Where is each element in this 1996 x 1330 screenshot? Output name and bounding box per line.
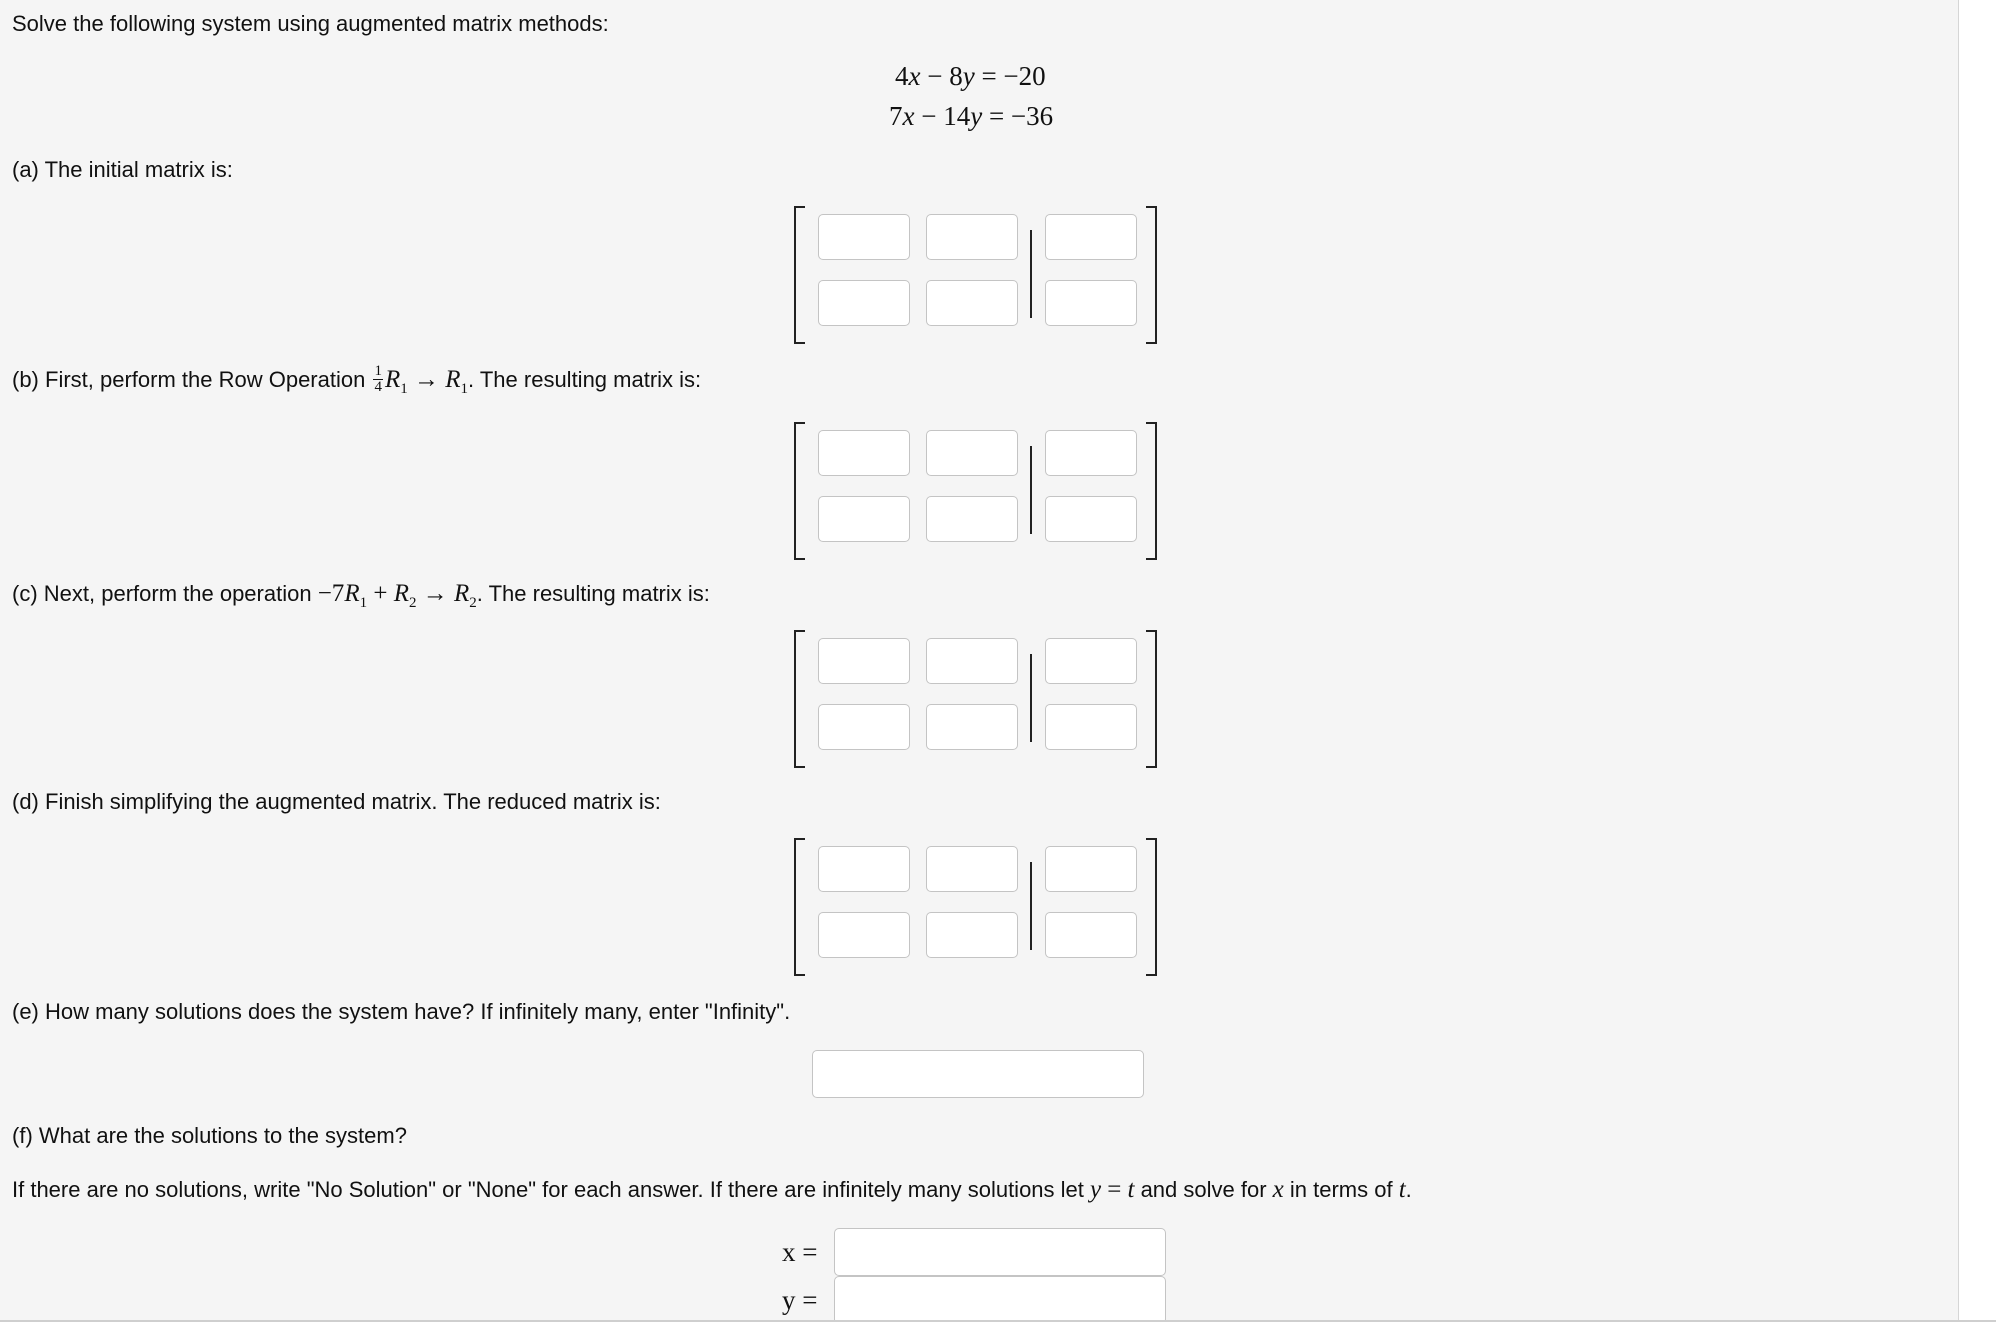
part-e-label: (e) How many solutions does the system have? If infinitely many, enter "Infinity". [12, 999, 791, 1024]
part-c-suffix: . The resulting matrix is: [476, 581, 710, 606]
matrix-left-bracket [794, 206, 805, 344]
augment-divider [1030, 862, 1032, 950]
part-b-prefix: (b) First, perform the Row Operation [12, 367, 366, 393]
y-label: y = [782, 1285, 818, 1315]
matrix-b-r2c3-input[interactable] [1045, 496, 1137, 542]
matrix-d-r2c1-input[interactable] [818, 912, 910, 958]
matrix-a-r2c3-input[interactable] [1045, 280, 1137, 326]
matrix-c-r1c3-input[interactable] [1045, 638, 1137, 684]
matrix-d-r2c3-input[interactable] [1045, 912, 1137, 958]
matrix-d [790, 838, 1162, 974]
equation-1: 4x − 8y = −20 [895, 61, 1046, 91]
matrix-b-r1c2-input[interactable] [926, 430, 1018, 476]
matrix-d-r1c1-input[interactable] [818, 846, 910, 892]
equation-2: 7x − 14y = −36 [889, 101, 1054, 131]
horizontal-scrollbar-edge [0, 1320, 1996, 1322]
part-c-row-operation: $-7R_1 + R_2 \to R_2$ [317, 580, 477, 611]
part-b-label [12, 363, 702, 403]
matrix-b [790, 422, 1162, 558]
matrix-left-bracket [794, 422, 805, 560]
y-solution-input[interactable] [834, 1276, 1166, 1320]
matrix-right-bracket [1146, 422, 1157, 560]
intro-text: Solve the following system using augmented matrix methods: [12, 11, 609, 36]
matrix-d-r1c3-input[interactable] [1045, 846, 1137, 892]
matrix-b-r2c2-input[interactable] [926, 496, 1018, 542]
matrix-a-r1c2-input[interactable] [926, 214, 1018, 260]
part-c-label [12, 580, 710, 617]
x-solution-input[interactable] [834, 1228, 1166, 1276]
x-label: x = [782, 1237, 818, 1267]
part-f-instructions: If there are no solutions, write "No Solution" or "None" for each answer. If there are infinitely many solutions let y = t and solve for x in terms of t. [12, 1176, 1412, 1203]
augment-divider [1030, 654, 1032, 742]
matrix-d-r2c2-input[interactable] [926, 912, 1018, 958]
matrix-a-r1c1-input[interactable] [818, 214, 910, 260]
part-c-prefix: (c) Next, perform the operation [12, 581, 312, 606]
matrix-c-r2c3-input[interactable] [1045, 704, 1137, 750]
matrix-a-r2c1-input[interactable] [818, 280, 910, 326]
page-right-border [1958, 0, 1959, 1322]
matrix-c [790, 630, 1162, 766]
augment-divider [1030, 230, 1032, 318]
matrix-d-r1c2-input[interactable] [926, 846, 1018, 892]
matrix-left-bracket [794, 630, 805, 768]
matrix-a-r2c2-input[interactable] [926, 280, 1018, 326]
matrix-right-bracket [1146, 630, 1157, 768]
part-d-label: (d) Finish simplifying the augmented matrix. The reduced matrix is: [12, 789, 661, 814]
matrix-right-bracket [1146, 838, 1157, 976]
matrix-c-r2c1-input[interactable] [818, 704, 910, 750]
part-b-suffix: . The resulting matrix is: [468, 367, 702, 393]
matrix-right-bracket [1146, 206, 1157, 344]
matrix-left-bracket [794, 838, 805, 976]
matrix-b-r1c3-input[interactable] [1045, 430, 1137, 476]
solution-count-input[interactable] [812, 1050, 1144, 1098]
fraction-one-quarter: $\frac{1}{4}$ [374, 363, 382, 395]
matrix-b-r2c1-input[interactable] [818, 496, 910, 542]
matrix-c-r1c2-input[interactable] [926, 638, 1018, 684]
matrix-c-r2c2-input[interactable] [926, 704, 1018, 750]
matrix-c-r1c1-input[interactable] [818, 638, 910, 684]
part-b-row-operation: $\frac{1}{4}$ $R_1 \to R_1$ [374, 363, 469, 398]
matrix-b-r1c1-input[interactable] [818, 430, 910, 476]
matrix-a [790, 206, 1162, 342]
matrix-a-r1c3-input[interactable] [1045, 214, 1137, 260]
part-a-label: (a) The initial matrix is: [12, 157, 233, 182]
augment-divider [1030, 446, 1032, 534]
part-f-label: (f) What are the solutions to the system? [12, 1123, 407, 1148]
